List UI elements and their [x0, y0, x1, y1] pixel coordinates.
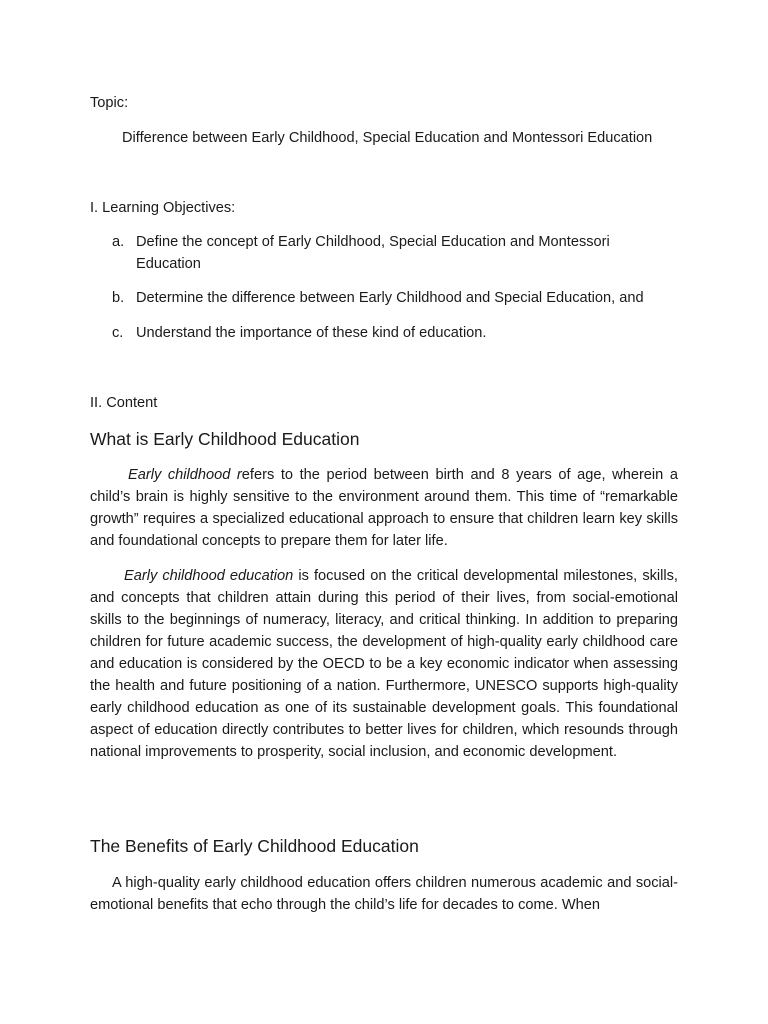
objective-item-b	[112, 287, 672, 309]
section-heading-benefits: The Benefits of Early Childhood Education	[90, 836, 419, 856]
objective-text: Define the concept of Early Childhood, Special Education and Montessori Education	[136, 234, 610, 272]
list-marker: a.	[112, 234, 125, 250]
section-heading-what-is-ece: What is Early Childhood Education	[90, 429, 360, 449]
objective-text: Understand the importance of these kind of education.	[136, 325, 487, 341]
paragraph-ece-focus	[90, 565, 678, 763]
objective-item-c	[112, 322, 672, 344]
content-heading: II. Content	[90, 395, 158, 411]
topic-title: Difference between Early Childhood, Special Education and Montessori Education	[122, 130, 653, 146]
paragraph-benefits: A high-quality early childhood education offers children numerous academic and social-emotional benefits that echo through the child’s life for decades to come. When	[90, 875, 678, 913]
objectives-heading: I. Learning Objectives:	[90, 200, 236, 216]
paragraph-early-childhood-definition	[90, 464, 678, 552]
objective-text: Determine the difference between Early Childhood and Special Education, and	[136, 290, 644, 306]
topic-label: Topic:	[90, 95, 129, 111]
paragraph-text: efers to the period between birth and 8 years of age, wherein a child’s brain is highly sensitive to the environment around them. This time of “remarkable growth” requires a specialized educational approach to ensure that children learn key skills and foundational concepts to prepare them for later life.	[90, 467, 678, 549]
emphasis-text: Early childhood r	[128, 467, 242, 483]
emphasis-text: Early childhood education	[124, 568, 294, 584]
objective-item-a	[112, 231, 672, 275]
paragraph-text: is focused on the critical developmental milestones, skills, and concepts that children attain during this period of their lives, from social-emotional skills to the beginnings of numeracy, literacy, and critical thinking. In addition to preparing children for future academic success, the development of high-quality early childhood care and education is considered by the OECD to be a key economic indicator when assessing the health and future positioning of a nation. Furthermore, UNESCO supports high-quality early childhood education as one of its sustainable development goals. This foundational aspect of education directly contributes to better lives for children, which resounds through national improvements to prosperity, social inclusion, and economic development.	[90, 568, 678, 760]
list-marker: c.	[112, 325, 124, 341]
list-marker: b.	[112, 290, 125, 306]
